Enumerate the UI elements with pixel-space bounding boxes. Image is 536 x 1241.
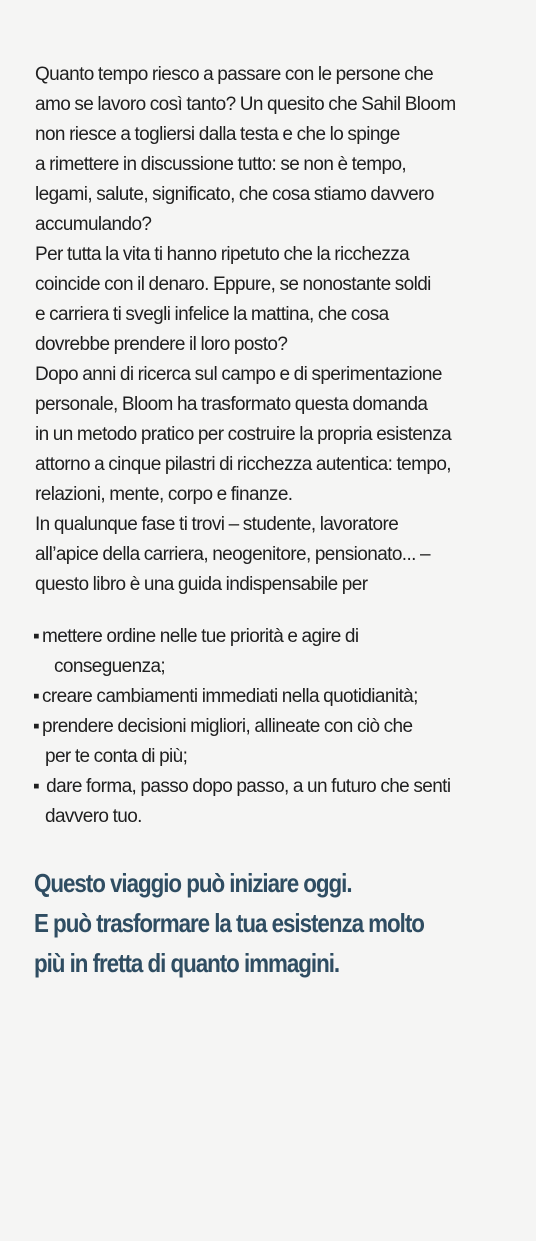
bullet-icon: ▪ [33, 776, 40, 797]
closing-tagline [34, 863, 460, 983]
description-line: in un metodo pratico per costruire la propria esistenza [35, 424, 452, 445]
description-line: amo se lavoro così tanto? Un quesito che Sahil Bloom [35, 94, 456, 115]
closing-line: Questo viaggio può iniziare oggi. [34, 868, 352, 898]
description-line: coincide con il denaro. Eppure, se nonostante soldi [35, 274, 431, 295]
description-line: Per tutta la vita ti hanno ripetuto che la ricchezza [35, 244, 410, 265]
list-item [33, 622, 528, 682]
list-item [33, 772, 528, 832]
list-item-continuation: per te conta di più; [45, 746, 188, 767]
bullet-icon: ▪ [33, 716, 40, 737]
list-item-text: dare forma, passo dopo passo, a un futuro che senti [42, 776, 451, 797]
description-line: In qualunque fase ti trovi – studente, lavoratore [35, 514, 399, 535]
list-item-text: creare cambiamenti immediati nella quotidianità; [42, 686, 418, 707]
description-line: legami, salute, significato, che cosa stiamo davvero [35, 184, 434, 205]
benefits-list [33, 622, 528, 832]
description-line: attorno a cinque pilastri di ricchezza autentica: tempo, [35, 454, 451, 475]
description-line: all’apice della carriera, neogenitore, pensionato... – [35, 544, 430, 565]
list-item-continuation: conseguenza; [54, 656, 166, 677]
closing-line: più in fretta di quanto immagini. [34, 948, 340, 978]
list-item [33, 712, 528, 772]
list-item-continuation: davvero tuo. [45, 806, 142, 827]
bullet-icon: ▪ [33, 686, 40, 707]
list-item [33, 682, 528, 712]
description-text [35, 60, 525, 600]
description-line: a rimettere in discussione tutto: se non è tempo, [35, 154, 407, 175]
description-line: Dopo anni di ricerca sul campo e di sperimentazione [35, 364, 442, 385]
bullet-icon: ▪ [33, 626, 40, 647]
list-item-text: mettere ordine nelle tue priorità e agire di [42, 626, 359, 647]
description-line: Quanto tempo riesco a passare con le persone che [35, 64, 434, 85]
description-line: relazioni, mente, corpo e finanze. [35, 484, 293, 505]
description-line: accumulando? [35, 214, 152, 235]
description-line: dovrebbe prendere il loro posto? [35, 334, 288, 355]
description-line: personale, Bloom ha trasformato questa domanda [35, 394, 428, 415]
description-line: non riesce a togliersi dalla testa e che lo spinge [35, 124, 400, 145]
description-line: questo libro è una guida indispensabile per [35, 574, 368, 595]
description-line: e carriera ti svegli infelice la mattina, che cosa [35, 304, 389, 325]
closing-line: E può trasformare la tua esistenza molto [34, 908, 424, 938]
list-item-text: prendere decisioni migliori, allineate con ciò che [42, 716, 413, 737]
